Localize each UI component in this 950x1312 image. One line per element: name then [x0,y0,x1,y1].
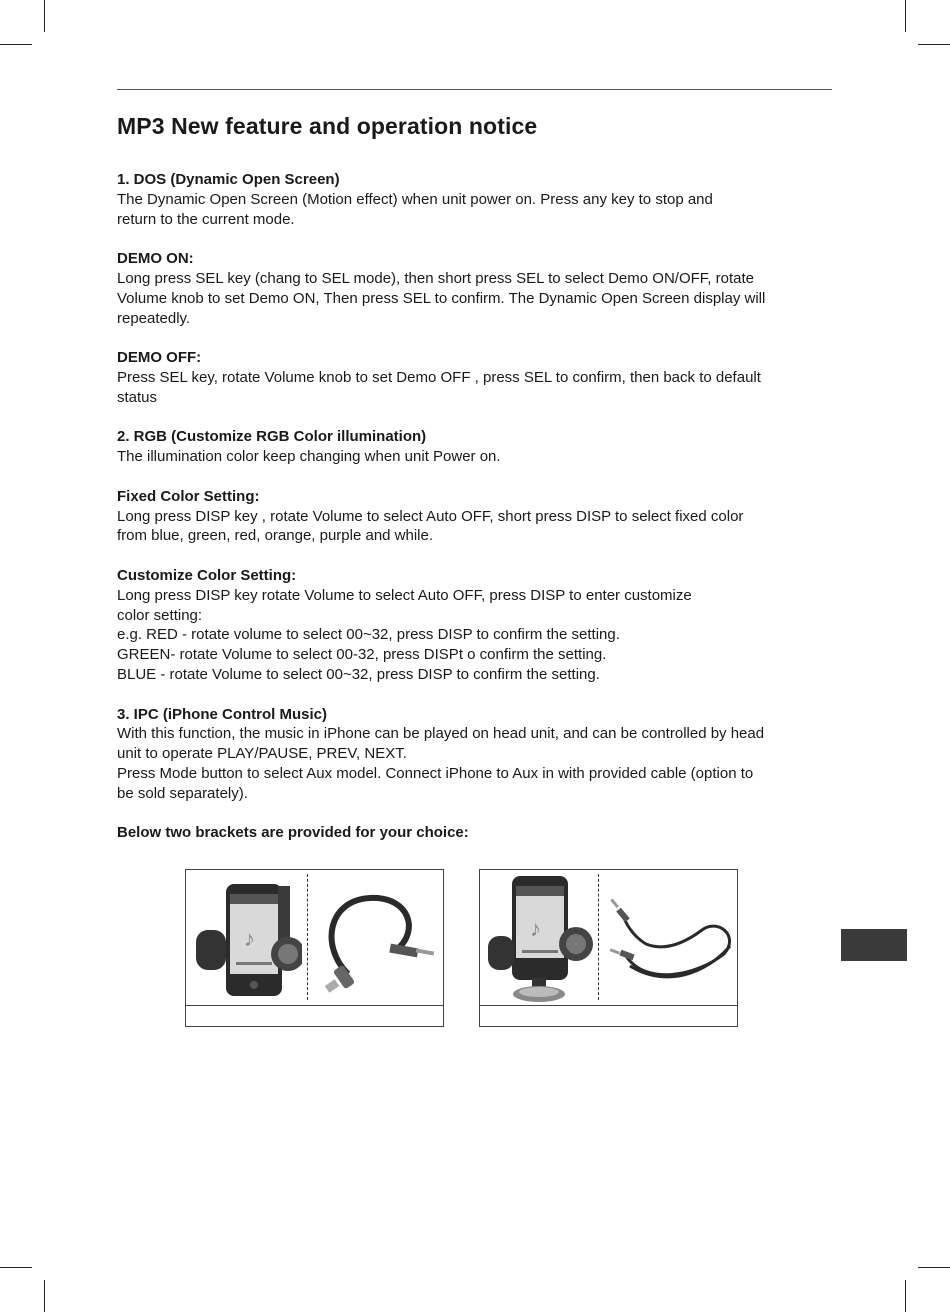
crop-mark [0,44,32,45]
section-heading: Below two brackets are provided for your choice: [117,824,469,842]
paragraph-line: Volume knob to set Demo ON, Then press SEL to confirm. The Dynamic Open Screen display will [117,289,766,307]
section-heading: 1. DOS (Dynamic Open Screen) [117,171,340,188]
page-title: MP3 New feature and operation notice [117,113,538,139]
paragraph-line: status [117,388,158,406]
dashed-divider [307,874,308,1000]
section-heading: DEMO ON: [117,250,194,268]
crop-mark [905,1280,906,1312]
paragraph-line: color setting: [117,606,203,624]
crop-mark [44,1280,45,1312]
paragraph-line: Press SEL key, rotate Volume knob to set Demo OFF , press SEL to confirm, then back to default [117,368,761,386]
paragraph-line: Long press DISP key rotate Volume to select Auto OFF, press DISP to enter customize [117,586,692,604]
section-heading: DEMO OFF: [117,349,202,367]
header-rule [117,89,832,90]
cable-illustration [318,886,438,996]
paragraph-line: With this function, the music in iPhone can be played on head unit, and can be controlled by head [117,725,765,743]
paragraph-line: be sold separately). [117,784,248,802]
paragraph-line: Long press SEL key (chang to SEL mode), then short press SEL to select Demo ON/OFF, rotate [117,269,754,287]
section-heading: 2. RGB (Customize RGB Color illumination) [117,428,427,446]
phone-bracket-illustration [192,878,302,998]
svg-text:♪: ♪ [244,926,255,951]
paragraph-line: from blue, green, red, orange, purple and while. [117,527,434,545]
bracket-figure-2 [479,869,738,1027]
svg-text:♪: ♪ [530,916,541,941]
paragraph-line: return to the current mode. [117,210,295,228]
section-heading: Customize Color Setting: [117,566,297,584]
figure-caption [480,1005,737,1026]
paragraph-line: Press Mode button to select Aux model. Connect iPhone to Aux in with provided cable (option to [117,764,754,782]
crop-mark [918,1267,950,1268]
paragraph-line: repeatedly. [117,309,191,327]
document-body [117,170,837,843]
phone-suction-mount-illustration [486,874,596,1006]
paragraph-line: BLUE - rotate Volume to select 00~32, press DISP to confirm the setting. [117,665,600,683]
section-tab-marker [841,929,907,961]
section-heading: Fixed Color Setting: [117,487,260,505]
paragraph-line: Long press DISP key , rotate Volume to select Auto OFF, short press DISP to select fixed color [117,507,744,525]
figure-caption [186,1005,443,1026]
paragraph-line: The Dynamic Open Screen (Motion effect) when unit power on. Press any key to stop and [117,190,713,208]
bracket-figure-1 [185,869,444,1027]
section-heading: 3. IPC (iPhone Control Music) [117,705,328,723]
crop-mark [44,0,45,32]
long-cable-illustration [606,896,736,996]
dashed-divider [598,874,599,1000]
paragraph-line: GREEN- rotate Volume to select 00-32, press DISPt o confirm the setting. [117,646,607,664]
paragraph-line: unit to operate PLAY/PAUSE, PREV, NEXT. [117,745,407,763]
paragraph-line: e.g. RED - rotate volume to select 00~32, press DISP to confirm the setting. [117,626,620,644]
crop-mark [905,0,906,32]
paragraph-line: The illumination color keep changing when unit Power on. [117,448,501,466]
crop-mark [0,1267,32,1268]
crop-mark [918,44,950,45]
